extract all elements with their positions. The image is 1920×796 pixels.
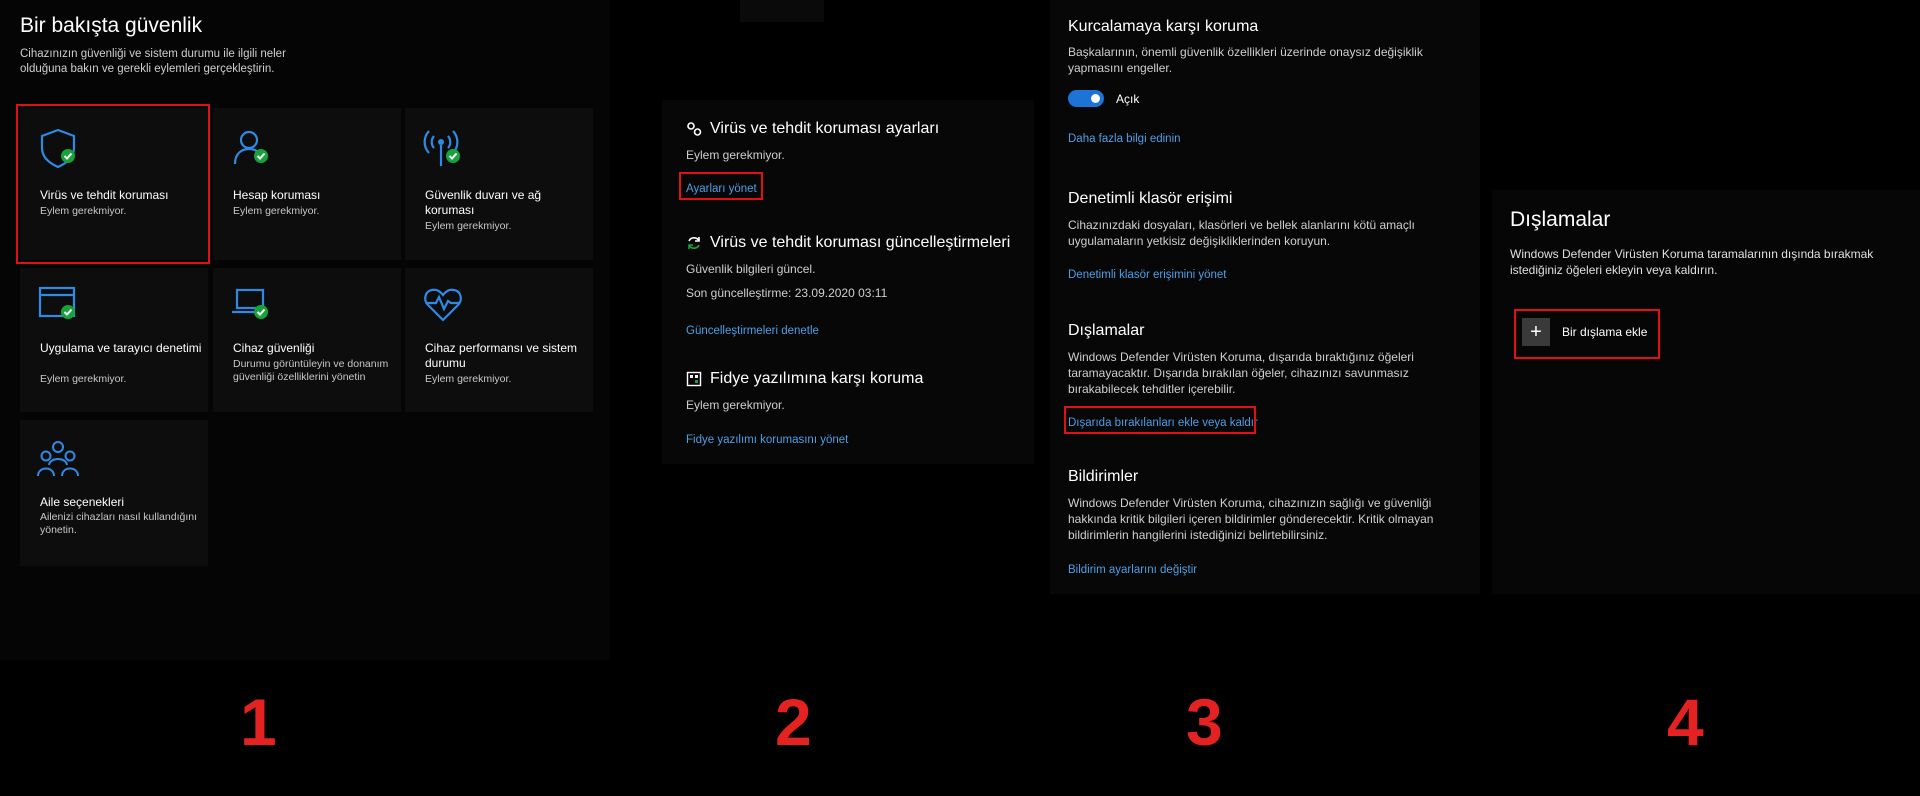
tile-family-options[interactable]: [20, 420, 208, 566]
page-description: Cihazınızın güvenliği ve sistem durumu ile ilgili neler olduğuna bakın ve gerekli eylemleri gerçekleştirin.: [20, 48, 286, 75]
antenna-icon: [421, 126, 465, 170]
manage-ransomware-link[interactable]: Fidye yazılımı korumasını yönet: [686, 434, 849, 446]
tile-status: Eylem gerekmiyor.: [233, 205, 320, 217]
person-icon: [229, 126, 273, 170]
tamper-protection-block: [1068, 18, 1468, 147]
tile-app-browser-control[interactable]: [20, 268, 208, 412]
section-title: Virüs ve tehdit koruması güncelleştirmeleri: [710, 234, 1011, 251]
tile-firewall[interactable]: [405, 108, 593, 260]
add-exclusion-label: Bir dışlama ekle: [1562, 325, 1648, 339]
tile-account-protection[interactable]: [213, 108, 401, 260]
exclusions-panel: [1492, 190, 1920, 594]
tile-status: Eylem gerekmiyor.: [40, 205, 127, 217]
section-status: Eylem gerekmiyor.: [686, 148, 785, 162]
highlight-virus-tile: [16, 104, 210, 264]
section-title: Dışlamalar: [1068, 322, 1145, 339]
manage-settings-link[interactable]: Ayarları yönet: [686, 183, 757, 195]
notifications-block: [1068, 468, 1468, 578]
top-strip: [740, 0, 824, 22]
highlight-add-exclusion: [1514, 309, 1660, 359]
security-at-a-glance-panel: [0, 0, 610, 660]
tile-title: Uygulama ve tarayıcı denetimi: [40, 341, 202, 355]
tile-status: Durumu görüntüleyin ve donanım güvenliği özelliklerini yönetin: [233, 358, 389, 383]
section-title: Virüs ve tehdit koruması ayarları: [710, 120, 940, 137]
exclusions-title: Dışlamalar: [1510, 208, 1611, 231]
section-description: Cihazınızdaki dosyaları, klasörleri ve bellek alanlarını kötü amaçlı uygulamaların yetkisiz değişikliklerinden koruyun.: [1068, 218, 1415, 248]
laptop-icon: [229, 282, 273, 326]
tamper-protection-toggle[interactable]: [1068, 90, 1104, 107]
step-number-2: 2: [775, 685, 812, 759]
tile-status: Eylem gerekmiyor.: [40, 373, 127, 385]
plus-icon: +: [1522, 318, 1550, 346]
section-title: Kurcalamaya karşı koruma: [1068, 18, 1259, 35]
section-status: Güvenlik bilgileri güncel.: [686, 262, 816, 276]
tile-title: Cihaz güvenliği: [233, 341, 315, 355]
tile-title: Cihaz performansı ve sistem durumu: [425, 341, 578, 370]
step-number-1: 1: [240, 685, 277, 759]
browser-icon: [36, 282, 80, 326]
tile-device-performance[interactable]: [405, 268, 593, 412]
section-status: Eylem gerekmiyor.: [686, 398, 785, 412]
protection-settings-panel: [1050, 0, 1480, 594]
tile-title: Hesap koruması: [233, 188, 321, 202]
step-number-4: 4: [1667, 685, 1704, 759]
change-notification-settings-link[interactable]: Bildirim ayarlarını değiştir: [1068, 564, 1198, 576]
controlled-folder-access-block: [1068, 190, 1468, 283]
tile-title: Virüs ve tehdit koruması: [40, 188, 169, 202]
tile-status: Ailenizi cihazları nasıl kullandığını yönetin.: [40, 511, 197, 536]
section-description: Windows Defender Virüsten Koruma, dışarıda bıraktığınız öğeleri taramayacaktır. Dışarıda bırakılan öğeler, cihazınızı savunmasız bırakabilecek tehditler içerebilir.: [1068, 350, 1414, 396]
tile-title: Aile seçenekleri: [40, 495, 125, 509]
step-number-3: 3: [1186, 685, 1223, 759]
section-title: Bildirimler: [1068, 468, 1139, 485]
manage-folder-access-link[interactable]: Denetimli klasör erişimini yönet: [1068, 269, 1227, 281]
highlight-manage-settings: [679, 172, 763, 200]
highlight-exclusions-link: [1064, 406, 1256, 434]
check-updates-link[interactable]: Güncelleştirmeleri denetle: [686, 325, 819, 337]
section-ransomware-protection: [686, 370, 1026, 448]
tile-device-security[interactable]: [213, 268, 401, 412]
section-title: Denetimli klasör erişimi: [1068, 190, 1233, 207]
learn-more-link[interactable]: Daha fazla bilgi edinin: [1068, 133, 1181, 145]
toggle-label: Açık: [1116, 91, 1140, 106]
tile-title: Güvenlik duvarı ve ağ koruması: [425, 188, 542, 217]
virus-threat-protection-panel: [662, 100, 1034, 464]
last-update-text: Son güncelleştirme: 23.09.2020 03:11: [686, 286, 888, 300]
gears-icon: [686, 121, 702, 137]
refresh-icon: [686, 235, 702, 251]
ransomware-icon: [686, 371, 702, 387]
add-remove-exclusions-link[interactable]: Dışarıda bırakılanları ekle veya kaldır: [1068, 417, 1258, 429]
section-protection-updates: [686, 234, 1026, 339]
tile-status: Eylem gerekmiyor.: [425, 373, 512, 385]
heart-pulse-icon: [421, 282, 465, 326]
section-description: Başkalarının, önemli güvenlik özellikleri üzerinde onaysız değişiklik yapmasını engeller.: [1068, 45, 1423, 75]
tile-status: Eylem gerekmiyor.: [425, 220, 512, 232]
family-icon: [36, 438, 80, 482]
section-title: Fidye yazılımına karşı koruma: [710, 370, 924, 387]
page-title: Bir bakışta güvenlik: [20, 14, 203, 37]
section-description: Windows Defender Virüsten Koruma, cihazınızın sağlığı ve güvenliği hakkında kritik bilgileri içeren bildirimler gönderecektir. Kritik olmayan bildirimlerin hangilerini istediğinizi belirtebilirsiniz.: [1068, 496, 1434, 542]
exclusions-description: Windows Defender Virüsten Koruma taramalarının dışında bırakmak istediğiniz öğeleri ekleyin veya kaldırın.: [1510, 247, 1874, 277]
